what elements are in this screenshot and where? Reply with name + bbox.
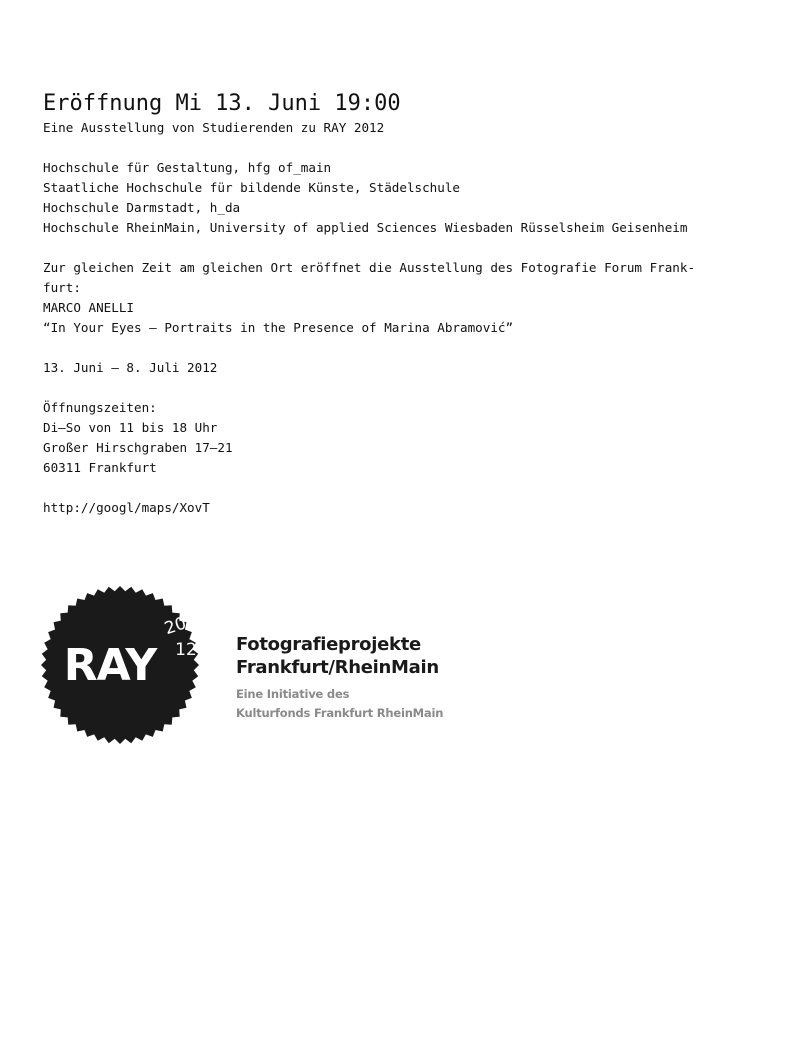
- exhibition-subtitle: Eine Ausstellung von Studierenden zu RAY 2012: [43, 120, 385, 135]
- school-line: Hochschule für Gestaltung, hfg of_main: [43, 160, 332, 175]
- badge-year-bottom: 12: [175, 640, 197, 660]
- exhibition-dates: 13. Juni – 8. Juli 2012: [43, 360, 218, 375]
- logo-line-2: Frankfurt/RheinMain: [236, 657, 439, 678]
- badge-year-top: 20: [162, 613, 189, 640]
- parallel-exhibition-text: Zur gleichen Zeit am gleichen Ort eröffnet die Ausstellung des Fotografie Forum Frank-: [43, 260, 696, 275]
- address-city: 60311 Frankfurt: [43, 460, 157, 475]
- parallel-exhibition-text-cont: furt:: [43, 280, 81, 295]
- ray-logo: [40, 585, 490, 745]
- logo-line-3: Eine Initiative des: [236, 687, 350, 701]
- address-street: Großer Hirschgraben 17–21: [43, 440, 233, 455]
- opening-headline: Eröffnung Mi 13. Juni 19:00: [43, 91, 401, 116]
- badge-ray-text: RAY: [63, 640, 157, 691]
- school-line: Hochschule RheinMain, University of applied Sciences Wiesbaden Rüsselsheim Geisenheim: [43, 220, 688, 235]
- logo-line-4: Kulturfonds Frankfurt RheinMain: [236, 706, 444, 720]
- opening-hours: Di–So von 11 bis 18 Uhr: [43, 420, 218, 435]
- opening-hours-label: Öffnungszeiten:: [43, 400, 157, 415]
- logo-line-1: Fotografieprojekte: [236, 634, 421, 655]
- logo-wordmark: [236, 633, 443, 723]
- work-title: “In Your Eyes – Portraits in the Presence of Marina Abramović”: [43, 320, 514, 335]
- artist-name: MARCO ANELLI: [43, 300, 134, 315]
- map-link[interactable]: http://googl/maps/XovT: [43, 500, 210, 515]
- invitation-text: [43, 90, 793, 518]
- school-line: Staatliche Hochschule für bildende Künste, Städelschule: [43, 180, 461, 195]
- ray-badge-icon: [40, 585, 200, 745]
- school-line: Hochschule Darmstadt, h_da: [43, 200, 241, 215]
